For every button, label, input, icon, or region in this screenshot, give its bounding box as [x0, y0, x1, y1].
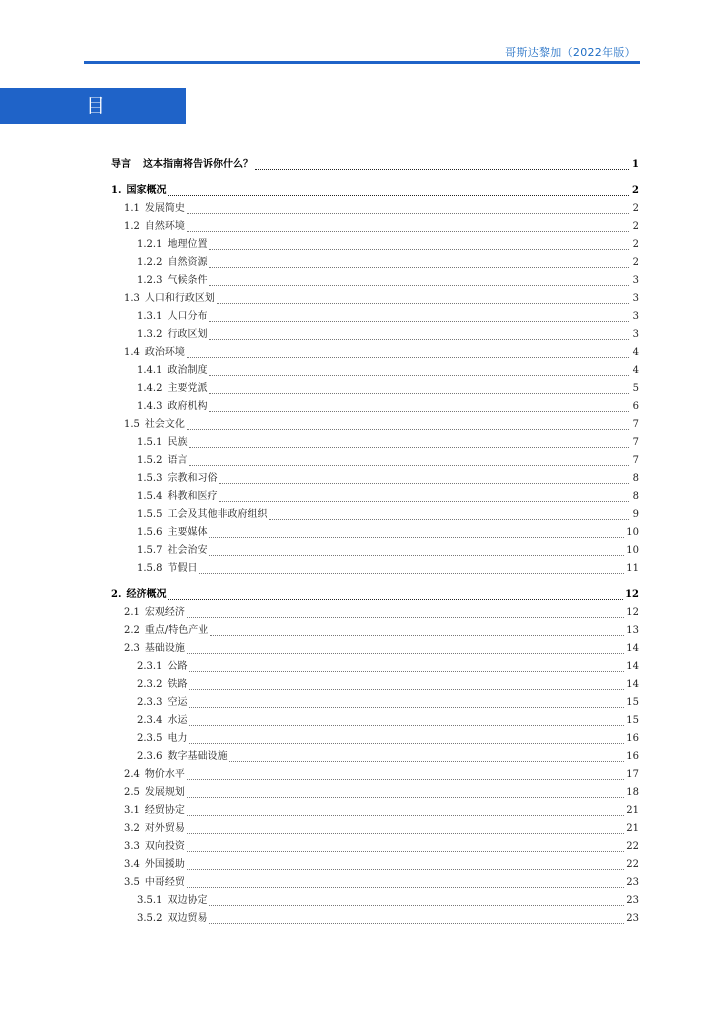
toc-entry-title: 空运 — [167, 697, 188, 708]
toc-page-number: 2 — [632, 239, 639, 250]
toc-entry-number: 1.1 — [124, 203, 140, 214]
toc-entry-title: 民族 — [167, 437, 188, 448]
toc-banner-title: 目 录 — [0, 88, 186, 124]
toc-leader-dots — [209, 905, 624, 906]
toc-leader-dots — [187, 833, 624, 834]
toc-entry-title: 工会及其他非政府组织 — [167, 509, 268, 520]
toc-entry-number: 2.3.4 — [137, 715, 163, 726]
toc-entry[interactable] — [111, 380, 639, 398]
toc-page-number: 7 — [632, 437, 639, 448]
toc-entry-number: 1.5.1 — [137, 437, 163, 448]
toc-entry-number: 3.5.2 — [137, 913, 163, 924]
toc-entry[interactable] — [111, 856, 639, 874]
toc-leader-dots — [187, 231, 629, 232]
toc-entry-number: 1.4.3 — [137, 401, 163, 412]
toc-entry-title: 主要党派 — [167, 383, 208, 394]
toc-entry[interactable] — [111, 604, 639, 622]
toc-entry-number: 1.2.2 — [137, 257, 163, 268]
toc-entry-title: 政治环境 — [144, 347, 185, 358]
toc-leader-dots — [187, 357, 629, 358]
toc-entry[interactable] — [111, 622, 639, 640]
toc-leader-dots — [168, 599, 623, 600]
toc-page-number: 18 — [626, 787, 639, 798]
toc-entry[interactable] — [111, 802, 639, 820]
toc-leader-dots — [209, 537, 624, 538]
toc-entry[interactable] — [111, 488, 639, 506]
toc-page-number: 4 — [632, 365, 639, 376]
toc-leader-dots — [187, 815, 624, 816]
toc-entry[interactable] — [111, 524, 639, 542]
toc-entry-number: 2.2 — [124, 625, 140, 636]
toc-entry-title: 中哥经贸 — [144, 877, 185, 888]
toc-entry-number: 导言 — [111, 159, 131, 170]
toc-entry-number: 3.5 — [124, 877, 140, 888]
toc-entry-title: 这本指南将告诉你什么？ — [143, 159, 253, 170]
toc-leader-dots — [189, 725, 624, 726]
toc-leader-dots — [187, 653, 624, 654]
toc-entry-number: 1. — [111, 185, 122, 196]
toc-entry-title: 政治制度 — [167, 365, 208, 376]
toc-leader-dots — [209, 249, 629, 250]
toc-page-number: 2 — [632, 203, 639, 214]
toc-entry-title: 社会治安 — [167, 545, 208, 556]
toc-entry[interactable] — [111, 470, 639, 488]
toc-page-number: 7 — [632, 455, 639, 466]
toc-entry[interactable] — [111, 784, 639, 802]
toc-entry[interactable] — [111, 766, 639, 784]
toc-entry-number: 1.2 — [124, 221, 140, 232]
toc-leader-dots — [187, 429, 629, 430]
toc-leader-dots — [189, 743, 624, 744]
toc-entry-number: 3.2 — [124, 823, 140, 834]
toc-leader-dots — [187, 617, 624, 618]
toc-entry[interactable] — [111, 290, 639, 308]
toc-entry[interactable] — [111, 712, 639, 730]
toc-page-number: 15 — [626, 697, 639, 708]
toc-page-number: 8 — [632, 473, 639, 484]
toc-entry[interactable] — [111, 218, 639, 236]
toc-entry-title: 主要媒体 — [167, 527, 208, 538]
toc-entry-number: 2.3.6 — [137, 751, 163, 762]
toc-entry-title: 重点/特色产业 — [144, 625, 209, 636]
toc-entry[interactable] — [111, 586, 639, 604]
toc-page-number: 7 — [632, 419, 639, 430]
toc-leader-dots — [187, 213, 629, 214]
toc-page-number: 11 — [626, 563, 639, 574]
toc-page-number: 10 — [626, 545, 639, 556]
toc-page-number: 23 — [626, 895, 639, 906]
toc-entry-number: 2.3.1 — [137, 661, 163, 672]
toc-entry[interactable] — [111, 892, 639, 910]
toc-entry-title: 双边协定 — [167, 895, 208, 906]
toc-leader-dots — [219, 483, 629, 484]
toc-page-number: 3 — [632, 329, 639, 340]
toc-page-number: 12 — [626, 607, 639, 618]
toc-entry[interactable] — [111, 452, 639, 470]
toc-page-number: 2 — [632, 257, 639, 268]
toc-page-number: 2 — [632, 221, 639, 232]
toc-entry-number: 1.2.1 — [137, 239, 163, 250]
toc-page-number: 16 — [626, 733, 639, 744]
toc-entry-title: 宏观经济 — [144, 607, 185, 618]
toc-entry-title: 语言 — [167, 455, 188, 466]
toc-entry-number: 2. — [111, 589, 122, 600]
toc-entry-title: 数字基础设施 — [167, 751, 228, 762]
toc-leader-dots — [187, 887, 624, 888]
toc-entry[interactable] — [111, 254, 639, 272]
toc-entry-number: 1.3.2 — [137, 329, 163, 340]
toc-entry-title: 经贸协定 — [144, 805, 185, 816]
toc-entry-number: 2.4 — [124, 769, 140, 780]
toc-entry-number: 1.4.1 — [137, 365, 163, 376]
toc-entry[interactable] — [111, 344, 639, 362]
toc-entry-number: 1.3.1 — [137, 311, 163, 322]
toc-entry-title: 双向投资 — [144, 841, 185, 852]
toc-entry[interactable] — [111, 416, 639, 434]
toc-page-number: 3 — [632, 311, 639, 322]
toc-leader-dots — [209, 375, 629, 376]
toc-page-number: 14 — [626, 643, 639, 654]
toc-entry-number: 2.3 — [124, 643, 140, 654]
toc-entry[interactable] — [111, 838, 639, 856]
toc-entry-title: 政府机构 — [167, 401, 208, 412]
toc-entry-title: 人口和行政区划 — [144, 293, 215, 304]
toc-leader-dots — [209, 411, 629, 412]
toc-leader-dots — [209, 923, 624, 924]
toc-entry-number: 1.5.5 — [137, 509, 163, 520]
toc-leader-dots — [189, 671, 624, 672]
toc-entry-number: 1.5.2 — [137, 455, 163, 466]
toc-entry[interactable] — [111, 676, 639, 694]
toc-page-number: 10 — [626, 527, 639, 538]
header-rule — [84, 61, 640, 64]
toc-entry-title: 自然资源 — [167, 257, 208, 268]
toc-entry-title: 双边贸易 — [167, 913, 208, 924]
toc-leader-dots — [209, 339, 629, 340]
toc-leader-dots — [229, 761, 624, 762]
toc-entry-title: 铁路 — [167, 679, 188, 690]
toc-entry-title: 节假日 — [167, 563, 198, 574]
toc-entry-title: 地理位置 — [167, 239, 208, 250]
toc-entry-number: 2.1 — [124, 607, 140, 618]
toc-entry[interactable] — [111, 542, 639, 560]
toc-entry[interactable] — [111, 748, 639, 766]
toc-entry-number: 1.5.4 — [137, 491, 163, 502]
toc-entry[interactable] — [111, 156, 639, 174]
toc-entry[interactable] — [111, 326, 639, 344]
toc-entry-number: 1.3 — [124, 293, 140, 304]
toc-entry[interactable] — [111, 560, 639, 578]
toc-leader-dots — [209, 393, 629, 394]
toc-entry[interactable] — [111, 820, 639, 838]
toc-page-number: 15 — [626, 715, 639, 726]
toc-entry-number: 1.4 — [124, 347, 140, 358]
toc-entry-title: 外国援助 — [144, 859, 185, 870]
toc-entry-number: 1.5.7 — [137, 545, 163, 556]
toc-leader-dots — [168, 195, 629, 196]
toc-entry-number: 1.2.3 — [137, 275, 163, 286]
toc-leader-dots — [189, 447, 629, 448]
toc-leader-dots — [187, 869, 624, 870]
toc-page-number: 13 — [626, 625, 639, 636]
toc-entry-number: 1.4.2 — [137, 383, 163, 394]
toc-entry[interactable] — [111, 362, 639, 380]
toc-leader-dots — [187, 779, 624, 780]
toc-leader-dots — [187, 851, 624, 852]
toc-entry[interactable] — [111, 236, 639, 254]
toc-entry-title: 公路 — [167, 661, 188, 672]
toc-leader-dots — [209, 555, 624, 556]
toc-entry-title: 行政区划 — [167, 329, 208, 340]
header-title: 哥斯达黎加（2022年版） — [505, 46, 636, 59]
toc-entry-number: 3.1 — [124, 805, 140, 816]
toc-leader-dots — [199, 573, 624, 574]
toc-page-number: 17 — [626, 769, 639, 780]
toc-page-number: 22 — [626, 841, 639, 852]
toc-entry-title: 科教和医疗 — [167, 491, 218, 502]
toc-leader-dots — [189, 689, 624, 690]
toc-leader-dots — [217, 303, 629, 304]
toc-entry[interactable] — [111, 730, 639, 748]
toc-entry[interactable] — [111, 434, 639, 452]
toc-entry-title: 气候条件 — [167, 275, 208, 286]
toc-entry-title: 人口分布 — [167, 311, 208, 322]
toc-page-number: 23 — [626, 877, 639, 888]
toc-page-number: 22 — [626, 859, 639, 870]
toc-entry-title: 自然环境 — [144, 221, 185, 232]
toc-entry[interactable] — [111, 874, 639, 892]
toc-entry-number: 1.5.6 — [137, 527, 163, 538]
toc-page-number: 4 — [632, 347, 639, 358]
toc-entry-number: 2.3.3 — [137, 697, 163, 708]
toc-leader-dots — [187, 797, 624, 798]
toc-leader-dots — [269, 519, 629, 520]
toc-entry-number: 3.3 — [124, 841, 140, 852]
toc-page-number: 14 — [626, 679, 639, 690]
toc-entry-number: 1.5.8 — [137, 563, 163, 574]
toc-page-number: 2 — [632, 185, 639, 196]
toc-page-number: 1 — [632, 159, 639, 170]
toc-entry[interactable] — [111, 910, 639, 928]
toc-entry-title: 国家概况 — [126, 185, 167, 196]
toc-entry-title: 物价水平 — [144, 769, 185, 780]
toc-entry[interactable] — [111, 308, 639, 326]
toc-entry[interactable] — [111, 506, 639, 524]
toc-entry-title: 发展简史 — [144, 203, 185, 214]
toc-page-number: 9 — [632, 509, 639, 520]
toc-leader-dots — [210, 635, 624, 636]
toc-page-number: 6 — [632, 401, 639, 412]
toc-entry[interactable] — [111, 658, 639, 676]
toc-page-number: 16 — [626, 751, 639, 762]
toc-leader-dots — [209, 285, 629, 286]
toc-leader-dots — [255, 169, 629, 170]
toc-entry-number: 3.5.1 — [137, 895, 163, 906]
toc-entry[interactable] — [111, 640, 639, 658]
toc-entry-title: 经济概况 — [126, 589, 167, 600]
toc-entry-title: 对外贸易 — [144, 823, 185, 834]
toc-page-number: 21 — [626, 823, 639, 834]
toc-entry-title: 电力 — [167, 733, 188, 744]
toc-leader-dots — [189, 465, 629, 466]
toc-entry-title: 宗教和习俗 — [167, 473, 218, 484]
toc-entry[interactable] — [111, 200, 639, 218]
toc-entry-number: 2.3.5 — [137, 733, 163, 744]
toc-entry[interactable] — [111, 694, 639, 712]
toc-entry-number: 2.3.2 — [137, 679, 163, 690]
toc-page-number: 3 — [632, 275, 639, 286]
toc-entry-title: 基础设施 — [144, 643, 185, 654]
toc-page-number: 23 — [626, 913, 639, 924]
toc-entry[interactable] — [111, 182, 639, 200]
toc-page-number: 5 — [632, 383, 639, 394]
toc-leader-dots — [189, 707, 624, 708]
toc-entry-title: 水运 — [167, 715, 188, 726]
toc-leader-dots — [219, 501, 629, 502]
toc-entry-title: 社会文化 — [144, 419, 185, 430]
toc-page-number: 14 — [626, 661, 639, 672]
toc-page-number: 3 — [632, 293, 639, 304]
toc-leader-dots — [209, 321, 629, 322]
toc-entry-number: 1.5.3 — [137, 473, 163, 484]
toc-entry[interactable] — [111, 272, 639, 290]
toc-entry-number: 1.5 — [124, 419, 140, 430]
toc-entry-title: 发展规划 — [144, 787, 185, 798]
toc-entry-number: 3.4 — [124, 859, 140, 870]
toc-page-number: 8 — [632, 491, 639, 502]
toc-entry[interactable] — [111, 398, 639, 416]
toc-leader-dots — [209, 267, 629, 268]
table-of-contents — [111, 156, 639, 928]
toc-page-number: 21 — [626, 805, 639, 816]
toc-entry-number: 2.5 — [124, 787, 140, 798]
toc-page-number: 12 — [625, 589, 639, 600]
